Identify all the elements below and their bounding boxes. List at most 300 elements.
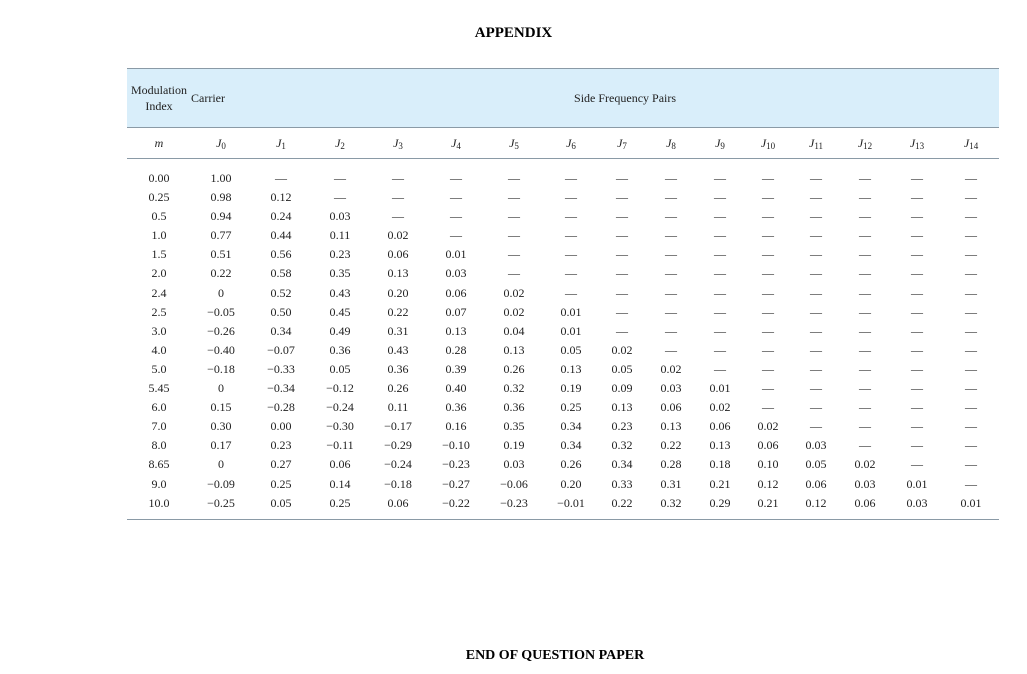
table-cell: 0.12: [757, 476, 779, 491]
carrier-header: Carrier: [191, 69, 251, 128]
column-symbol: J: [857, 135, 864, 150]
table-cell: —: [616, 323, 628, 338]
table-cell: 0.49: [329, 323, 351, 338]
table-cell: 0.06: [660, 400, 682, 415]
table-cell: 0.36: [503, 400, 525, 415]
table-cell: 0.35: [503, 419, 525, 434]
table-cell: —: [911, 342, 923, 357]
table-cell: —: [565, 266, 577, 281]
table-cell: —: [762, 190, 774, 205]
table-cell: 0.17: [210, 438, 232, 453]
table-cell: 0.34: [560, 419, 582, 434]
table-cell: —: [762, 361, 774, 376]
table-cell: —: [965, 457, 978, 472]
table-cell: 0.22: [660, 438, 682, 453]
table-cell: 0.11: [387, 400, 409, 415]
table-cell: 0.03: [854, 476, 876, 491]
table-cell: —: [665, 228, 677, 243]
table-row: [127, 226, 999, 245]
table-cell: —: [859, 342, 871, 357]
column-header: [645, 128, 697, 159]
column-subscript: 14: [969, 140, 979, 151]
table-cell: 0.14: [329, 476, 351, 491]
table-row: [127, 398, 999, 417]
table-cell: 0.25: [329, 495, 351, 510]
column-symbol: J: [566, 135, 572, 150]
column-subscript: 10: [766, 140, 776, 151]
table-cell: —: [665, 171, 677, 185]
column-header: [369, 128, 427, 159]
table-cell: 0.32: [503, 381, 525, 396]
modulation-index-cell: 8.65: [148, 457, 170, 472]
table-cell: —: [508, 266, 520, 281]
table-cell: —: [508, 247, 520, 262]
table-cell: 0.31: [660, 476, 682, 491]
column-header-row: [127, 128, 999, 159]
table-cell: 0.06: [387, 247, 409, 262]
table-cell: −0.10: [442, 438, 470, 453]
table-cell: −0.18: [384, 476, 412, 491]
table-cell: 0.11: [329, 228, 351, 243]
table-cell: —: [665, 209, 677, 224]
table-cell: 0.94: [210, 209, 232, 224]
table-cell: 0.22: [387, 304, 409, 319]
table-row: [127, 417, 999, 436]
table-cell: —: [665, 304, 677, 319]
table-row: [127, 264, 999, 283]
column-header: [743, 128, 793, 159]
table-cell: −0.11: [326, 438, 354, 453]
table-cell: 0.06: [854, 495, 876, 510]
table-cell: 0.16: [445, 419, 467, 434]
table-cell: 0.06: [709, 419, 731, 434]
modulation-index-cell: 2.0: [151, 266, 167, 281]
table-cell: −0.28: [267, 400, 295, 415]
modulation-index-cell: 5.45: [148, 381, 170, 396]
table-cell: —: [714, 209, 726, 224]
modulation-index-cell: 6.0: [151, 400, 167, 415]
modulation-label: Modulation: [131, 83, 187, 97]
table-row: [127, 360, 999, 379]
table-cell: —: [762, 285, 774, 300]
table-cell: 0.98: [210, 190, 232, 205]
modulation-index-cell: 1.5: [151, 247, 167, 262]
table-cell: —: [616, 228, 628, 243]
table-cell: −0.06: [500, 476, 528, 491]
table-row: [127, 322, 999, 341]
column-header: [191, 128, 251, 159]
table-cell: 0.02: [503, 285, 525, 300]
table-cell: —: [810, 400, 822, 415]
column-symbol: J: [276, 135, 282, 150]
table-row: [127, 494, 999, 513]
table-cell: —: [810, 171, 822, 185]
table-cell: 0.13: [503, 342, 525, 357]
table-cell: 0.19: [503, 438, 525, 453]
table-body: [127, 159, 999, 520]
table-cell: —: [714, 285, 726, 300]
table-cell: 0.13: [560, 361, 582, 376]
table-cell: —: [616, 285, 628, 300]
table-cell: —: [965, 190, 978, 205]
table-cell: —: [565, 171, 577, 185]
table-cell: 0.06: [445, 285, 467, 300]
table-cell: —: [565, 228, 577, 243]
modulation-index-cell: 3.0: [151, 323, 167, 338]
modulation-index-cell: 8.0: [151, 438, 167, 453]
table-cell: −0.24: [384, 457, 412, 472]
column-header: [311, 128, 369, 159]
table-cell: 0.02: [611, 342, 633, 357]
table-cell: 0.25: [560, 400, 582, 415]
table-cell: 0.02: [387, 228, 409, 243]
index-label: Index: [145, 99, 173, 113]
table-cell: —: [965, 285, 978, 300]
table-cell: 0.03: [503, 457, 525, 472]
table-cell: —: [911, 400, 923, 415]
modulation-index-cell: 9.0: [151, 476, 167, 491]
column-header: [127, 128, 191, 159]
table-cell: 0.27: [270, 457, 292, 472]
table-cell: 0.30: [210, 419, 232, 434]
table-cell: —: [810, 342, 822, 357]
table-cell: 0.05: [329, 361, 351, 376]
table-cell: —: [616, 266, 628, 281]
column-subscript: 6: [571, 140, 576, 151]
table-cell: 0.34: [270, 323, 292, 338]
table-row: [127, 207, 999, 226]
table-cell: —: [565, 209, 577, 224]
table-cell: 0.34: [611, 457, 633, 472]
table-cell: —: [508, 209, 520, 224]
table-cell: —: [810, 361, 822, 376]
table-cell: 0.13: [387, 266, 409, 281]
table-cell: −0.40: [207, 342, 235, 357]
table-cell: —: [810, 209, 822, 224]
table-cell: 0: [218, 381, 224, 396]
table-cell: —: [859, 438, 871, 453]
table-cell: 0.02: [757, 419, 779, 434]
table-cell: 0.06: [805, 476, 827, 491]
table-cell: 0.18: [709, 457, 731, 472]
table-cell: —: [965, 400, 978, 415]
table-cell: —: [616, 171, 628, 185]
table-cell: —: [762, 266, 774, 281]
table-cell: 0.03: [906, 495, 928, 510]
table-cell: 0.10: [757, 457, 779, 472]
modulation-index-cell: 7.0: [151, 419, 167, 434]
column-symbol: J: [715, 135, 721, 150]
table-cell: —: [965, 381, 978, 396]
table-row: [127, 455, 999, 474]
table-cell: —: [965, 476, 978, 491]
table-cell: 0.07: [445, 304, 467, 319]
table-cell: —: [911, 209, 923, 224]
table-cell: —: [911, 285, 923, 300]
table-cell: —: [911, 266, 923, 281]
column-header: [485, 128, 543, 159]
table-cell: —: [714, 266, 726, 281]
table-cell: 0.34: [560, 438, 582, 453]
bessel-table-container: [127, 68, 999, 520]
table-cell: —: [665, 342, 677, 357]
side-frequency-pairs-header: Side Frequency Pairs: [251, 69, 999, 128]
table-cell: —: [450, 171, 462, 185]
table-cell: —: [965, 171, 978, 185]
table-cell: —: [714, 323, 726, 338]
spacer-cell: [127, 159, 999, 170]
table-row: [127, 169, 999, 188]
table-cell: —: [810, 381, 822, 396]
table-cell: —: [616, 304, 628, 319]
table-cell: —: [859, 304, 871, 319]
table-cell: 0.04: [503, 323, 525, 338]
table-cell: 0.39: [445, 361, 467, 376]
table-cell: −0.18: [207, 361, 235, 376]
bottom-rule-cell: [127, 513, 999, 520]
table-cell: —: [616, 190, 628, 205]
table-cell: 0.25: [270, 476, 292, 491]
table-cell: 0.36: [445, 400, 467, 415]
table-cell: 0.05: [805, 457, 827, 472]
table-cell: 0.23: [611, 419, 633, 434]
table-cell: —: [810, 285, 822, 300]
modulation-index-cell: 0.5: [151, 209, 167, 224]
table-cell: —: [859, 190, 871, 205]
table-cell: 0.01: [709, 381, 731, 396]
table-cell: 0.01: [560, 323, 582, 338]
table-cell: —: [859, 209, 871, 224]
table-cell: —: [508, 228, 520, 243]
table-group-header: [127, 69, 999, 128]
table-cell: —: [665, 323, 677, 338]
table-cell: 0.40: [445, 381, 467, 396]
table-cell: 0.31: [387, 323, 409, 338]
table-cell: —: [911, 419, 923, 434]
modulation-index-cell: 4.0: [151, 342, 167, 357]
column-subscript: 5: [514, 140, 519, 151]
table-cell: —: [665, 285, 677, 300]
table-cell: —: [859, 285, 871, 300]
table-cell: 0.03: [445, 266, 467, 281]
table-spacer: [127, 159, 999, 170]
table-cell: 0.36: [387, 361, 409, 376]
table-cell: —: [911, 171, 923, 185]
table-cell: 0.32: [611, 438, 633, 453]
table-row: [127, 436, 999, 455]
table-cell: 0.50: [270, 304, 292, 319]
table-cell: 0.06: [757, 438, 779, 453]
table-cell: 0.77: [210, 228, 232, 243]
table-cell: 0.23: [270, 438, 292, 453]
table-cell: −0.33: [267, 361, 295, 376]
table-cell: —: [714, 171, 726, 185]
table-row: [127, 188, 999, 207]
table-cell: 0.56: [270, 247, 292, 262]
table-cell: −0.34: [267, 381, 295, 396]
table-cell: 0.26: [387, 381, 409, 396]
table-cell: —: [810, 190, 822, 205]
table-cell: 0: [218, 285, 224, 300]
column-symbol: J: [666, 135, 672, 150]
table-cell: 0.06: [387, 495, 409, 510]
bessel-function-table: [127, 68, 999, 520]
end-of-paper-footer: END OF QUESTION PAPER: [465, 648, 645, 663]
column-header: [599, 128, 645, 159]
table-cell: —: [965, 209, 978, 224]
table-cell: —: [965, 323, 978, 338]
column-header: [793, 128, 839, 159]
modulation-index-cell: 10.0: [148, 495, 170, 510]
table-cell: 0.01: [906, 476, 928, 491]
table-cell: 0.20: [387, 285, 409, 300]
table-cell: —: [965, 247, 978, 262]
table-cell: —: [508, 190, 520, 205]
column-subscript: 4: [456, 140, 461, 151]
table-cell: —: [450, 190, 462, 205]
table-cell: 0.00: [270, 419, 292, 434]
table-cell: 0.45: [329, 304, 351, 319]
table-row: [127, 341, 999, 360]
table-cell: —: [859, 323, 871, 338]
table-cell: 0.09: [611, 381, 633, 396]
table-cell: 0.02: [503, 304, 525, 319]
column-symbol: J: [216, 135, 222, 150]
table-cell: 0.01: [445, 247, 467, 262]
table-cell: —: [859, 361, 871, 376]
table-cell: 0.12: [270, 190, 292, 205]
column-header: [427, 128, 485, 159]
table-cell: 0.06: [329, 457, 351, 472]
table-cell: —: [810, 228, 822, 243]
table-row: [127, 284, 999, 303]
column-subscript: 7: [622, 140, 627, 151]
table-cell: 0.36: [329, 342, 351, 357]
table-cell: 0.26: [560, 457, 582, 472]
table-cell: 0.02: [660, 361, 682, 376]
column-subscript: 12: [863, 140, 873, 151]
table-cell: −0.23: [442, 457, 470, 472]
table-cell: —: [911, 438, 923, 453]
table-cell: 0: [218, 457, 224, 472]
column-header: [251, 128, 311, 159]
table-row: [127, 245, 999, 264]
table-row: [127, 303, 999, 322]
modulation-index-cell: 5.0: [151, 361, 167, 376]
table-cell: —: [859, 247, 871, 262]
table-cell: —: [911, 304, 923, 319]
table-cell: —: [714, 247, 726, 262]
table-cell: 0.26: [503, 361, 525, 376]
table-cell: —: [565, 247, 577, 262]
table-cell: 0.43: [329, 285, 351, 300]
modulation-index-cell: 2.4: [151, 285, 167, 300]
table-cell: —: [859, 381, 871, 396]
table-cell: −0.09: [207, 476, 235, 491]
table-cell: 0.19: [560, 381, 582, 396]
table-cell: 0.13: [611, 400, 633, 415]
table-cell: 0.58: [270, 266, 292, 281]
table-cell: —: [762, 342, 774, 357]
table-cell: −0.23: [500, 495, 528, 510]
table-cell: —: [714, 190, 726, 205]
table-cell: −0.27: [442, 476, 470, 491]
table-cell: 0.05: [611, 361, 633, 376]
table-cell: —: [810, 304, 822, 319]
column-symbol: m: [154, 135, 164, 150]
table-cell: —: [965, 342, 978, 357]
table-cell: —: [859, 228, 871, 243]
table-cell: —: [859, 171, 871, 185]
table-cell: 0.51: [210, 247, 232, 262]
table-cell: —: [665, 266, 677, 281]
column-header: [543, 128, 599, 159]
table-cell: 0.03: [329, 209, 351, 224]
table-cell: —: [616, 247, 628, 262]
table-cell: —: [762, 304, 774, 319]
table-cell: 0.12: [805, 495, 827, 510]
table-cell: —: [665, 190, 677, 205]
table-cell: 0.52: [270, 285, 292, 300]
column-subscript: 13: [915, 140, 925, 151]
table-cell: —: [392, 209, 404, 224]
table-cell: —: [762, 400, 774, 415]
table-cell: 0.13: [660, 419, 682, 434]
table-cell: —: [965, 266, 978, 281]
table-cell: —: [859, 400, 871, 415]
table-cell: 0.44: [270, 228, 292, 243]
table-cell: 0.21: [709, 476, 731, 491]
table-cell: 0.22: [210, 266, 232, 281]
table-cell: —: [911, 190, 923, 205]
table-row: [127, 379, 999, 398]
table-cell: —: [810, 266, 822, 281]
column-subscript: 0: [221, 140, 226, 151]
column-subscript: 1: [281, 140, 286, 151]
column-symbol: J: [335, 135, 341, 150]
table-cell: 0.03: [805, 438, 827, 453]
table-cell: 0.28: [445, 342, 467, 357]
page-title: APPENDIX: [474, 25, 553, 41]
table-cell: −0.29: [384, 438, 412, 453]
table-cell: —: [714, 342, 726, 357]
table-cell: 0.33: [611, 476, 633, 491]
table-cell: 0.15: [210, 400, 232, 415]
table-cell: —: [714, 228, 726, 243]
table-cell: 0.21: [757, 495, 779, 510]
table-cell: —: [616, 209, 628, 224]
table-cell: 0.02: [854, 457, 876, 472]
column-subscript: 3: [398, 140, 403, 151]
table-cell: 0.05: [560, 342, 582, 357]
table-cell: −0.01: [557, 495, 585, 510]
table-cell: —: [762, 381, 774, 396]
table-cell: 0.29: [709, 495, 731, 510]
table-cell: —: [508, 171, 520, 185]
table-cell: —: [392, 171, 404, 185]
modulation-index-header: [127, 69, 191, 128]
column-subscript: 11: [814, 140, 823, 151]
table-cell: —: [565, 190, 577, 205]
table-bottom-rule: [127, 513, 999, 520]
table-cell: —: [762, 171, 774, 185]
table-cell: —: [762, 247, 774, 262]
table-cell: 0.13: [445, 323, 467, 338]
table-cell: 0.03: [660, 381, 682, 396]
table-cell: —: [965, 438, 978, 453]
table-cell: −0.17: [384, 419, 412, 434]
column-header: [891, 128, 943, 159]
